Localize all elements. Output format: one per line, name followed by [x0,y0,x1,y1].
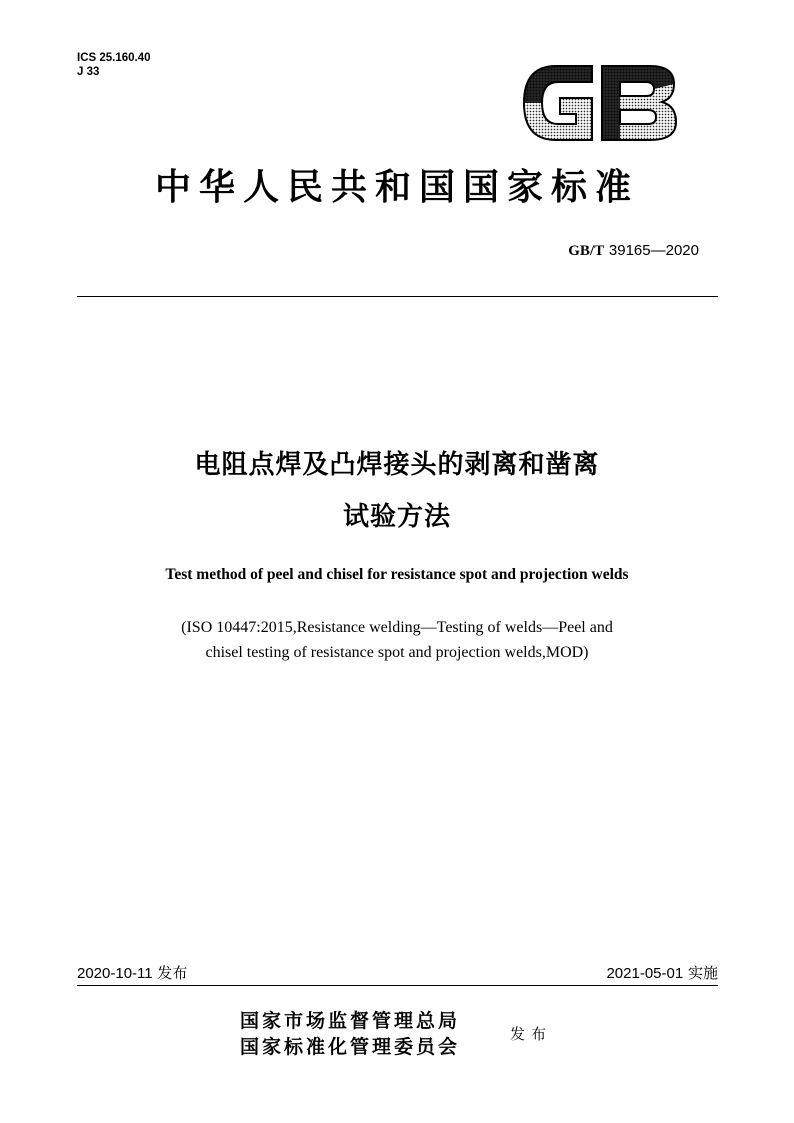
chinese-title-line-2: 试验方法 [342,502,451,532]
standard-number-prefix: GB/T [568,243,605,259]
standard-number [568,241,699,260]
implementation-date-label: 实施 [687,964,718,982]
iso-reference-line-1: (ISO 10447:2015,Resistance welding—Testing of welds—Peel and [181,619,613,636]
standard-number-value: 39165—2020 [608,242,699,259]
header-divider [77,296,718,297]
implementation-date [606,962,718,983]
iso-reference-line-2: chisel testing of resistance spot and projection welds,MOD) [205,644,589,661]
publish-action: 发布 [510,1025,553,1043]
ics-code: ICS 25.160.40 [77,52,151,64]
ics-classification [77,51,151,79]
implementation-date-value: 2021-05-01 [606,965,684,982]
gb-logo-icon [520,62,678,144]
issue-date-label: 发布 [157,964,188,982]
publisher-line-1: 国家市场监督管理总局 [240,1010,461,1032]
footer-divider [77,985,718,986]
standard-type-title: 中华人民共和国国家标准 [154,167,639,208]
ccs-code: J 33 [77,66,100,78]
publisher-line-2: 国家标准化管理委员会 [240,1036,461,1058]
issue-date [77,962,187,983]
chinese-title-line-1: 电阻点焊及凸焊接头的剥离和凿离 [194,450,600,480]
issue-date-value: 2020-10-11 [77,965,153,982]
english-title: Test method of peel and chisel for resistance spot and projection welds [165,566,629,583]
gb-logo [520,62,678,144]
